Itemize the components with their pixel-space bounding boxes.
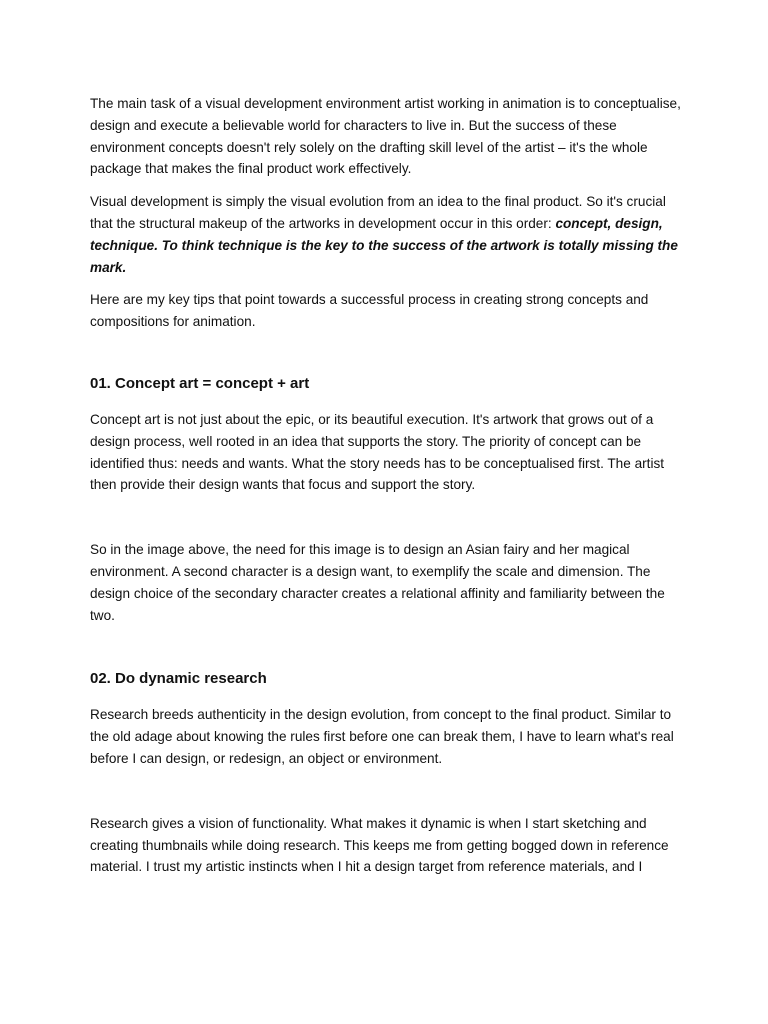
section-1-heading: 01. Concept art = concept + art (90, 374, 310, 392)
intro-paragraph-2-emphasis: concept, design, technique. To think technique is the key to the success of the artwork is totally missing the mark. (90, 215, 678, 275)
section-2-paragraph-1: Research breeds authenticity in the design evolution, from concept to the final product. Similar to the old adage about knowing the rules first before one can break them, I have to learn what's real before I can design, or redesign, an object or environment. (90, 707, 674, 766)
intro-paragraph-1: The main task of a visual development environment artist working in animation is to conceptualise, design and execute a believable world for characters to live in. But the success of these environment concepts doesn't rely solely on the drafting skill level of the artist – it's the whole package that makes the final product work effectively. (90, 96, 681, 177)
section-1-paragraph-1: Concept art is not just about the epic, or its beautiful execution. It's artwork that grows out of a design process, well rooted in an idea that supports the story. The priority of concept can be identified thus: needs and wants. What the story needs has to be conceptualised first. The artist then provide their design wants that focus and support the story. (90, 411, 665, 493)
section-2-paragraph-2: Research gives a vision of functionality. What makes it dynamic is when I start sketching and creating thumbnails while doing research. This keeps me from getting bogged down in reference material. I trust my artistic instincts when I hit a design target from reference materials, and I (90, 815, 669, 875)
document-page (90, 93, 690, 878)
section-1-paragraph-2: So in the image above, the need for this image is to design an Asian fairy and her magical environment. A second character is a design want, to exemplify the scale and dimension. The design choice of the secondary character creates a relational affinity and familiarity between the two. (90, 542, 665, 623)
intro-paragraph-3: Here are my key tips that point towards a successful process in creating strong concepts and compositions for animation. (90, 292, 649, 330)
intro-paragraph-2-text: Visual development is simply the visual evolution from an idea to the final product. So it's crucial that the structural makeup of the artworks in development occur in this order: (90, 194, 666, 231)
intro-paragraph-2 (90, 191, 690, 278)
section-2-heading: 02. Do dynamic research (90, 670, 267, 688)
